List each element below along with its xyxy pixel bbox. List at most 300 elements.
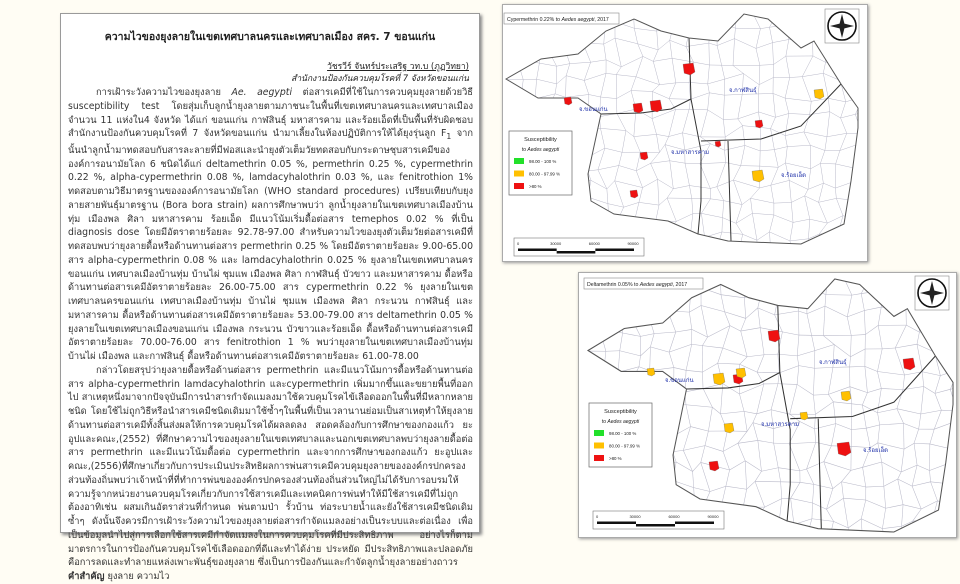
title-year: , 2017 <box>673 282 688 288</box>
district-line <box>631 294 635 318</box>
legend-title: Susceptibility <box>524 137 557 143</box>
district-line <box>935 326 956 332</box>
district-line <box>536 23 540 43</box>
district-line <box>668 291 676 310</box>
district-line <box>579 470 588 485</box>
district-line <box>503 98 505 111</box>
district-line <box>935 314 936 332</box>
district-line <box>825 252 844 253</box>
district-line <box>503 202 506 222</box>
district-line <box>606 213 608 237</box>
district-line <box>531 231 548 236</box>
district-line <box>599 464 603 491</box>
district-line <box>618 372 623 387</box>
district-line <box>637 236 654 237</box>
district-line <box>503 80 504 99</box>
abstract-body <box>68 86 473 584</box>
scale-bar-label: 90000 <box>627 241 639 246</box>
district-line <box>513 101 521 111</box>
district-line <box>648 388 674 393</box>
district-line <box>758 256 771 259</box>
district-line <box>516 7 533 9</box>
district-line <box>620 232 637 236</box>
district-patch <box>683 63 695 75</box>
generation-label: F <box>441 128 446 139</box>
district-line <box>504 42 514 45</box>
scale-bar-label: 0 <box>517 241 520 246</box>
district-line <box>691 10 692 22</box>
district-line <box>676 291 691 293</box>
district-line <box>613 503 634 509</box>
map-canvas <box>579 273 956 537</box>
district-line <box>771 249 792 255</box>
district-line <box>800 287 807 293</box>
district-line <box>563 31 565 49</box>
district-line <box>671 480 673 505</box>
district-line <box>691 22 710 26</box>
district-line <box>863 47 864 56</box>
district-line <box>537 113 540 129</box>
district-line <box>656 406 667 411</box>
district-patch <box>713 373 725 385</box>
district-line <box>701 237 705 252</box>
scale-bar-segment <box>557 251 596 254</box>
district-line <box>675 6 691 10</box>
district-line <box>860 232 864 260</box>
district-line <box>881 291 905 294</box>
author-block <box>291 61 469 85</box>
district-line <box>624 386 630 388</box>
legend-swatch <box>514 171 524 177</box>
map-cypermethrin <box>502 4 868 262</box>
district-patch <box>837 442 851 456</box>
district-line <box>579 485 602 490</box>
district-patch <box>841 391 851 401</box>
district-line <box>656 6 676 10</box>
author-affiliation: สำนักงานป้องกันควบคุมโรคที่ 7 จังหวัดขอนแก่น <box>291 73 469 85</box>
district-line <box>933 519 939 537</box>
district-line <box>717 249 739 252</box>
district-line <box>630 386 631 402</box>
district-line <box>581 411 585 422</box>
scale-bar-label: 30000 <box>629 514 641 519</box>
legend-subtitle-prefix: to <box>602 419 608 425</box>
district-line <box>619 289 635 294</box>
district-line <box>780 275 781 288</box>
district-line <box>586 213 609 219</box>
legend-swatch <box>594 430 604 436</box>
region-fill <box>506 14 858 244</box>
district-line <box>546 111 547 126</box>
district-line <box>518 215 530 218</box>
legend-label: 98.00 - 100 % <box>609 431 636 436</box>
district-line <box>692 5 709 10</box>
district-line <box>595 386 624 388</box>
district-line <box>863 56 867 60</box>
district-line <box>606 232 620 238</box>
district-line <box>596 309 599 328</box>
province-label: จ.ร้อยเอ็ด <box>863 445 888 454</box>
district-line <box>601 500 613 503</box>
district-line <box>744 273 764 275</box>
district-line <box>955 519 956 520</box>
district-line <box>841 56 863 62</box>
district-line <box>517 215 518 234</box>
district-patch <box>633 103 643 113</box>
district-line <box>649 468 658 479</box>
title-species: Aedes aegypti <box>561 17 596 23</box>
district-line <box>757 240 758 258</box>
district-line <box>862 128 867 134</box>
keywords <box>68 570 473 584</box>
district-line <box>755 519 761 537</box>
district-line <box>855 200 861 221</box>
district-line <box>861 179 867 184</box>
district-line <box>702 503 722 510</box>
district-line <box>844 278 869 279</box>
title-species: Aedes aegypti <box>639 282 674 288</box>
legend-swatch <box>514 183 524 189</box>
district-line <box>798 273 799 293</box>
district-patch <box>814 89 824 99</box>
district-patch <box>724 423 734 433</box>
district-line <box>840 46 863 48</box>
scale-bar-label: 60000 <box>589 241 601 246</box>
district-line <box>503 65 504 80</box>
district-line <box>586 309 596 312</box>
map-deltamethrin <box>578 272 957 538</box>
district-line <box>640 479 658 482</box>
district-line <box>724 523 742 524</box>
district-line <box>668 273 688 277</box>
district-line <box>517 231 531 233</box>
district-line <box>503 166 506 188</box>
text: จากนั้นนำลูกน้ำมาทดสอบกับสารละลายที่มีฟอสและนำยุงตัวเต็มวัยทดสอบกับกระดาษชุบสารเคมีขององค์การอนามัยโลก 6 ชนิดได้แก่ deltamethrin 0.05 %, permethrin 0.25 %, cypermethrin 0.22 %, alpha-cypermethrin 0.08 %, lamdacyhalothrin 0.03 %, และ fenitrothion 1% ทดสอบตามวิธีมาตรฐานขององค์การอนามัยโลก (WHO standard procedures) เปรียบเทียบกับยุงลายสายพันธุ์มาตรฐาน (Bora bora strain) ผลการศึกษาพบว่า ลูกน้ำยุงลายในเขตเทศบาลเมืองบ้านทุ่ม เมืองพล ศิลา มหาสารคาม ร้อยเอ็ด มีแนวโน้มเริ่มดื้อต่อสาร temephos 0.02 % ที่เป็น diagnosis dose โดยมีอัตราตายร้อยละ 92.78-97.00 สำหรับความไวของยุงตัวเต็มวัยต่อสารเคมีที่ทดสอบพบว่ายุงลายดื้อหรือด้านทานต่อสาร permethrin 0.25 % โดยมีอัตราตายร้อยละ 9.00-65.00 สาร alpha-cypermethrin 0.08 % และ lamdacyhalothrin 0.025 % ยุงลายในเขตเทศบาลนครขอนแก่น เทศบาลเมืองบ้านทุ่ม บ้านไผ่ ชุมแพ เมืองพล ศิลา กาฬสินธุ์ บัวขาว และมหาสารคาม ดื้อหรือด้านทานต่อสารเคมีอัตราตายร้อยละ 26.00-75.00 สาร cypermethrin 0.22 % ยุงลายในเขตเทศบาลนครขอนแก่น เทศบาลเมืองบ้านทุ่ม บ้านไผ่ ชุมแพ เมืองพล ศิลา กระนวน กาฬสินธุ์ และมหาสารคาม ดื้อหรือด้านทานต่อสารเคมีอัตราตายร้อยละ 53.00-79.00 สาร deltamethrin 0.05 % ยุงลายในเขตเทศบาลเมืองขอนแก่น เมืองพล กระนวน บัวขาวและร้อยเอ็ด ดื้อหรือด้านทานต่อสารเคมีอัตราตายร้อยละ 70.00-76.00 สาร fenitrothion 1 % พบว่ายุงลายในเขตเทศบาลเมืองบ้านทุ่ม บ้านไผ่ เมืองพล และกาฬสินธุ์ ดื้อหรือด้านทานต่อสารเคมีอัตราตายร้อยละ 61.00-78.00 <box>68 128 473 362</box>
district-line <box>565 43 583 50</box>
district-line <box>633 5 656 11</box>
district-line <box>513 111 541 112</box>
district-line <box>537 126 546 129</box>
district-line <box>948 448 956 460</box>
province-label: จ.ขอนแก่น <box>579 106 608 113</box>
district-line <box>653 411 656 421</box>
legend-label: 80.00 - 97.99 % <box>609 444 640 449</box>
district-patch <box>630 190 638 198</box>
district-line <box>581 329 600 335</box>
district-patch <box>752 170 764 182</box>
title-year: , 2017 <box>594 17 609 23</box>
district-line <box>613 482 640 490</box>
district-line <box>506 215 518 221</box>
district-line <box>742 507 743 523</box>
district-line <box>861 134 862 143</box>
text: การเฝ้าระวังความไวของยุงลาย <box>96 87 232 98</box>
district-line <box>548 49 566 50</box>
district-line <box>955 507 956 519</box>
district-line <box>503 188 506 202</box>
district-patch <box>800 412 808 420</box>
district-line <box>828 273 844 279</box>
district-line <box>595 375 603 386</box>
district-line <box>667 406 677 434</box>
district-line <box>935 314 956 316</box>
north-arrow-icon <box>918 279 946 307</box>
district-line <box>667 388 674 406</box>
district-patch <box>640 152 648 160</box>
district-line <box>596 291 605 310</box>
map-title <box>587 282 687 288</box>
district-line <box>902 277 905 294</box>
district-line <box>619 289 623 311</box>
district-line <box>671 530 675 537</box>
generation-subscript: 1 <box>446 132 451 141</box>
legend-subtitle-species: Aedes aegypti <box>526 147 560 153</box>
district-line <box>779 523 794 525</box>
province-label: จ.กาฬสินธุ์ <box>729 86 757 94</box>
district-line <box>613 471 622 489</box>
species-name: Ae. aegypti <box>232 87 293 98</box>
map-canvas <box>503 5 867 261</box>
district-line <box>869 275 887 277</box>
district-line <box>673 248 692 256</box>
district-line <box>518 207 520 215</box>
district-line <box>634 482 640 510</box>
district-patch <box>715 141 721 147</box>
district-line <box>609 213 616 224</box>
district-line <box>599 273 616 274</box>
district-line <box>517 59 539 63</box>
legend-subtitle-species: Aedes aegypti <box>606 419 640 425</box>
district-line <box>808 12 811 28</box>
district-line <box>530 218 531 232</box>
district-line <box>855 179 861 200</box>
district-line <box>635 218 637 237</box>
district-line <box>579 279 580 289</box>
district-line <box>905 294 906 309</box>
district-line <box>673 22 691 26</box>
district-line <box>935 344 950 352</box>
district-line <box>540 43 548 49</box>
district-line <box>616 273 637 274</box>
district-line <box>513 111 519 131</box>
district-line <box>600 329 623 333</box>
district-line <box>582 113 588 129</box>
district-line <box>621 388 624 405</box>
district-line <box>789 25 812 28</box>
district-line <box>812 27 813 41</box>
district-line <box>694 498 702 510</box>
district-line <box>948 447 956 448</box>
legend-swatch <box>594 443 604 449</box>
province-label: จ.มหาสารคาม <box>761 421 799 428</box>
district-line <box>596 309 623 311</box>
legend-subtitle <box>522 147 560 153</box>
district-line <box>546 111 564 117</box>
district-line <box>649 311 667 318</box>
district-line <box>709 5 710 27</box>
district-line <box>585 372 587 386</box>
district-line <box>658 479 673 480</box>
legend-swatch <box>594 455 604 461</box>
district-line <box>585 351 586 371</box>
district-line <box>863 256 867 260</box>
paragraph-1 <box>68 86 473 364</box>
district-line <box>854 73 867 84</box>
district-line <box>809 249 825 254</box>
district-line <box>591 25 605 26</box>
district-line <box>557 196 574 198</box>
district-line <box>806 287 825 295</box>
district-line <box>653 421 677 434</box>
scale-bar-segment <box>636 524 675 527</box>
district-line <box>503 98 521 101</box>
district-line <box>949 344 956 356</box>
district-line <box>589 113 600 117</box>
district-line <box>720 273 744 275</box>
district-line <box>819 234 825 253</box>
district-line <box>844 252 863 260</box>
district-patch <box>709 461 719 471</box>
district-line <box>616 218 635 224</box>
district-line <box>533 5 554 9</box>
legend-subtitle-prefix: to <box>522 147 528 153</box>
district-line <box>581 312 586 334</box>
district-line <box>779 523 780 537</box>
district-line <box>514 42 540 44</box>
district-line <box>764 273 781 275</box>
district-line <box>603 372 618 374</box>
district-line <box>755 519 779 523</box>
scale-bar-label: 0 <box>596 514 599 519</box>
district-line <box>583 25 591 43</box>
district-patch <box>903 358 915 370</box>
district-line <box>654 236 658 255</box>
district-line <box>581 335 586 351</box>
district-line <box>581 386 587 411</box>
district-line <box>582 129 591 155</box>
district-line <box>631 318 649 319</box>
scale-bar-segment <box>675 522 714 525</box>
legend-label: >80 % <box>529 184 542 189</box>
district-line <box>579 485 588 507</box>
province-label: จ.ร้อยเอ็ด <box>781 170 806 179</box>
district-line <box>630 386 648 393</box>
district-line <box>853 167 867 168</box>
district-line <box>571 129 582 134</box>
district-line <box>955 519 956 537</box>
district-line <box>654 232 667 236</box>
district-line <box>585 507 588 525</box>
province-label: จ.มหาสารคาม <box>671 149 709 156</box>
title-prefix: Deltamethrin 0.05% to <box>587 282 640 288</box>
district-line <box>742 523 746 537</box>
district-line <box>623 311 631 317</box>
district-line <box>530 198 556 205</box>
district-line <box>540 111 546 113</box>
district-line <box>722 6 737 7</box>
district-line <box>520 205 530 206</box>
district-line <box>950 484 956 507</box>
district-line <box>853 168 861 179</box>
author-name: วัชรวีร์ จันทร์ประเสริฐ วท.บ (ภูฏวิทยา) <box>291 61 469 73</box>
scale-bar-label: 60000 <box>668 514 680 519</box>
district-line <box>690 235 691 256</box>
district-line <box>742 519 755 523</box>
district-line <box>692 252 701 256</box>
district-line <box>861 221 867 223</box>
district-line <box>585 525 588 537</box>
district-line <box>657 530 660 537</box>
district-line <box>737 7 753 13</box>
district-line <box>503 221 506 237</box>
district-line <box>861 143 867 147</box>
district-line <box>667 232 672 248</box>
district-line <box>503 234 517 238</box>
district-line <box>649 462 676 468</box>
district-line <box>530 218 551 224</box>
district-line <box>792 249 809 250</box>
title-prefix: Cypermethrin 0.22% to <box>507 17 562 23</box>
district-line <box>548 28 552 49</box>
scale-bar-segment <box>518 249 557 252</box>
district-line <box>667 232 690 235</box>
district-line <box>580 289 585 313</box>
district-line <box>744 275 745 298</box>
paragraph-2: กล่าวโดยสรุปว่ายุงลายดื้อหรือด้านต่อสาร permethrin และมีแนวโน้มการดื้อหรือด้านทานต่อ สาร alpha-cypermethrin lamdacyhalothrin และcypermethrin เพิ่มมากขึ้นและขยายพื้นที่ออกไป สาเหตุหนึ่งมาจากปัจจุบันมีการนำสารกำจัดแมลงมาใช้ควบคุมโรคไข้เลือดออกในพื้นที่มีหลากหลายชนิด โดยใช้ไม่ถูกวิธีหรือนำสารเคมีชนิดเดิมมาใช้ซ้ำๆในพื้นที่เป็นเวลานานย่อมเป็นสาเหตุทำให้ยุงลายด้านทานต่อสารเคมีทั้งสิ้นส่งผลให้การควบคุมโรคได้ผลลดลง สอดคล้องกับการศึกษาของกองแก้ว ยะอูปและคณะ,(2552) ที่ศึกษาความไวของยุงลายในเขตเทศบาลและนอกเขตเทศบาลพบว่ายุงลายดื้อต่อสาร permethrin และมีแนวโน้มดื้อต่อ cypermethrin และจากการศึกษาของกองแก้ว ยะอูปและคณะ,(2556)ที่ศึกษาเกี่ยวกับการประเมินประสิทธิผลการพ่นสารเคมีควบคุมยุงลายขององค์กรปกครองส่วนท้องถิ่นพบว่าเจ้าหน้าที่ที่ทำการพ่นขององค์กรปกครองส่วนท้องถิ่นส่วนใหญ่ไม่ได้รับการอบรมให้ความรู้จากหน่วยงานควบคุมโรคเกี่ยวกับการใช้สารเคมีและเทคนิคการพ่นทำให้มีใช้สารเคมีที่ไม่ถูกต้องอาทิเช่น ผสมเกินอัตราส่วนที่กำหนด พ่นตามป่า รั้วบ้าน ท่อระบายน้ำและยังใช้สารเคมีชนิดเดิมซ้ำๆ ดังนั้นจึงควรมีการเฝ้าระวังความไวของยุงลายต่อสารกำจัดแมลงอย่างเป็นระบบและต่อเนื่อง เพื่อเป็นข้อมูลนำไปสู่การเลือกใช้สารเคมีกำจัดแมลงในการควบคุมโรคที่มีประสิทธิภาพ อย่างไรก็ตามมาตรการในการป้องกันควบคุมโรคไข้เลือดออกที่ดีและทำได้ง่าย ประหยัด มีประสิทธิภาพและปลอดภัย คือการลดและทำลายแหล่งเพาะพันธุ์ของยุงลาย ซึ่งเป็นการป้องกันและกำจัดลูกน้ำยุงลายอย่างถาวร <box>68 364 473 570</box>
district-line <box>671 498 694 505</box>
legend-title: Susceptibility <box>604 409 637 415</box>
district-line <box>838 232 844 251</box>
map-title <box>507 17 609 23</box>
district-line <box>863 42 867 47</box>
district-line <box>503 23 504 44</box>
district-line <box>521 99 535 101</box>
scale-bar-label: 30000 <box>550 241 562 246</box>
district-line <box>781 273 799 275</box>
district-line <box>563 25 590 31</box>
district-line <box>854 73 864 96</box>
district-line <box>551 28 563 32</box>
district-line <box>840 73 854 80</box>
district-line <box>949 326 956 345</box>
district-line <box>950 479 956 484</box>
scale-bar-segment <box>595 249 634 252</box>
district-line <box>574 196 588 197</box>
district-line <box>761 288 779 292</box>
district-line <box>710 21 717 26</box>
province-label: จ.กาฬสินธุ์ <box>819 358 847 366</box>
district-line <box>840 46 841 62</box>
district-line <box>789 11 795 25</box>
district-line <box>583 5 602 12</box>
district-patch <box>755 120 763 128</box>
district-line <box>635 294 647 298</box>
district-line <box>647 291 675 298</box>
district-line <box>860 221 862 232</box>
district-line <box>717 6 722 21</box>
text: ต่อสารเคมีที่ใช้ในการควบคุมยุงลายด้วยวิธี susceptibility test โดยสุ่มเก็บลูกน้ำยุงลายตามภาชนะในพื้นที่เขตเทศบาลนครและเทศบาลเมืองจำนวน 11 แห่งใน4 จังหวัด ได้แก่ ขอนแก่น กาฬสินธุ์ มหาสารคาม และร้อยเอ็ดที่เป็นพื้นที่รับผิดชอบสำนักงานป้องกันควบคุมโรคที่ 7 จังหวัดขอนแก่น นำมาเลี้ยงในห้องปฏิบัติการให้ได้ยุงรุ่นลูก <box>68 87 473 139</box>
district-line <box>514 24 522 41</box>
keywords-value: ยุงลาย ความไว <box>104 571 169 582</box>
district-line <box>709 5 722 6</box>
legend-label: >80 % <box>609 456 622 461</box>
district-line <box>601 491 603 500</box>
district-line <box>586 197 588 220</box>
district-line <box>949 344 956 369</box>
district-line <box>674 388 685 392</box>
district-line <box>503 59 517 64</box>
district-line <box>780 288 800 293</box>
